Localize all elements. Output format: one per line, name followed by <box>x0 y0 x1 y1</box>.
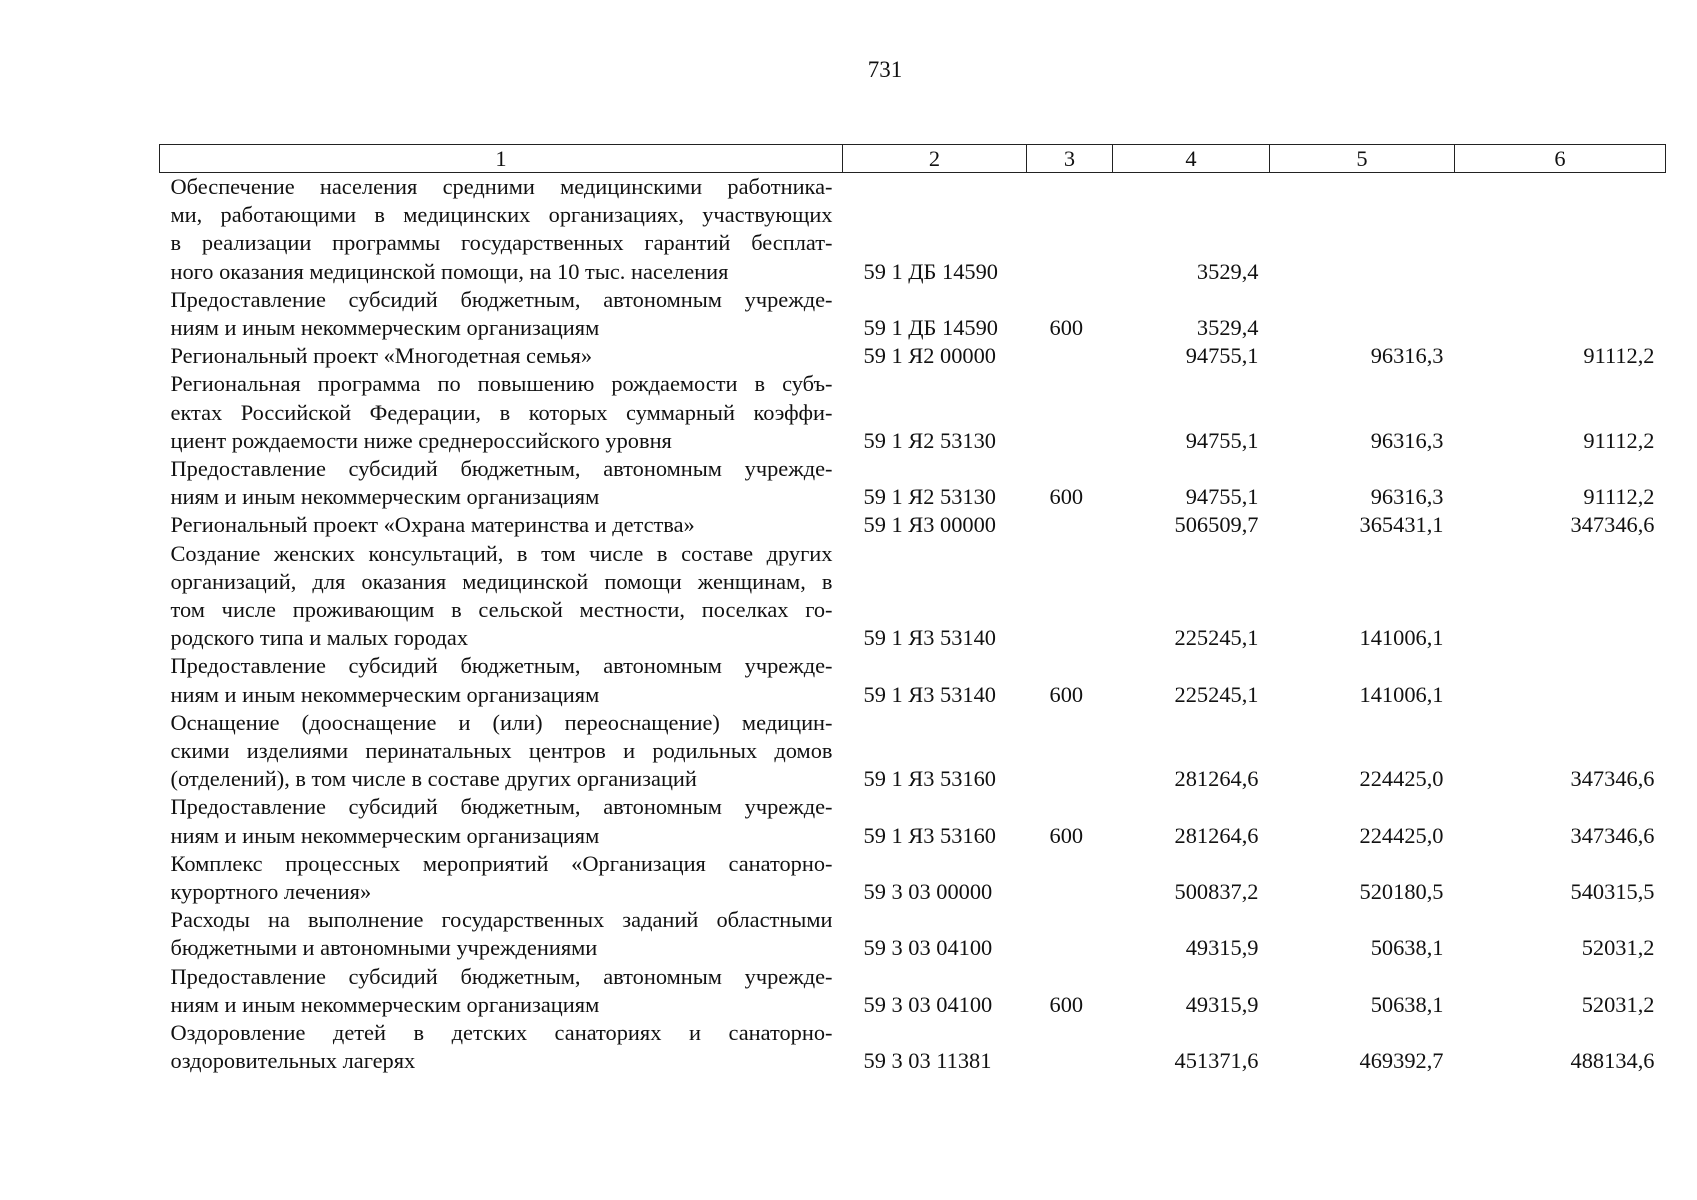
row-code: 59 1 Я2 53130 <box>863 484 996 510</box>
table-row <box>160 709 1666 794</box>
row-value-col5 <box>1270 286 1455 342</box>
row-value-col5: 50638,1 <box>1370 935 1444 961</box>
row-expense-type <box>1027 906 1113 962</box>
table-row <box>160 652 1666 708</box>
row-name-line: ниям и иным некоммерческим организациям <box>170 681 600 707</box>
row-name-line: Предоставление субсидий бюджетным, автономным учрежде- <box>170 794 833 820</box>
column-header-4: 4 <box>1113 145 1270 173</box>
row-expense-type <box>1027 342 1113 370</box>
table-row <box>160 342 1666 370</box>
row-name <box>160 793 843 849</box>
row-name-line: Создание женских консультаций, в том числе в составе других <box>170 540 833 566</box>
table-row <box>160 370 1666 455</box>
row-name-line: организаций, для оказания медицинской помощи женщинам, в <box>170 568 833 594</box>
row-name-line: ного оказания медицинской помощи, на 10 тыс. населения <box>170 258 729 284</box>
row-expense-type <box>1027 511 1113 539</box>
row-name-line: скими изделиями перинатальных центров и родильных домов <box>170 738 833 764</box>
row-name-line: Предоставление субсидий бюджетным, автономным учрежде- <box>170 286 833 312</box>
row-code: 59 1 Я3 53160 <box>863 822 996 848</box>
row-name-line: Предоставление субсидий бюджетным, автономным учрежде- <box>170 963 833 989</box>
row-value-col4: 94755,1 <box>1185 484 1259 510</box>
row-value-col4: 225245,1 <box>1174 625 1259 651</box>
table-body <box>160 173 1666 1076</box>
row-value-col4: 3529,4 <box>1196 315 1259 341</box>
row-code: 59 1 Я2 53130 <box>863 427 996 453</box>
row-code: 59 1 Я3 53160 <box>863 766 996 792</box>
row-value-col5: 224425,0 <box>1359 822 1444 848</box>
row-name <box>160 455 843 511</box>
row-name-line: циент рождаемости ниже среднероссийского уровня <box>170 427 672 453</box>
column-header-1: 1 <box>160 145 843 173</box>
row-name-line: Комплекс процессных мероприятий «Организация санаторно- <box>170 850 833 876</box>
row-name-line: курортного лечения» <box>170 879 372 905</box>
row-value-col5: 96316,3 <box>1370 343 1444 369</box>
row-code: 59 3 03 00000 <box>863 879 993 905</box>
row-code: 59 1 Я3 53140 <box>863 625 996 651</box>
page-number: 731 <box>867 57 903 82</box>
row-name-line: ниям и иным некоммерческим организациям <box>170 991 600 1017</box>
row-code: 59 1 Я3 53140 <box>863 681 996 707</box>
row-name-line: Региональная программа по повышению рождаемости в субъ- <box>170 371 833 397</box>
row-name <box>160 963 843 1019</box>
row-name <box>160 286 843 342</box>
row-name-line: бюджетными и автономными учреждениями <box>170 935 598 961</box>
row-expense-type: 600 <box>1049 991 1084 1017</box>
row-value-col6: 91112,2 <box>1583 484 1655 510</box>
row-value-col4: 94755,1 <box>1185 343 1259 369</box>
row-value-col6: 488134,6 <box>1570 1048 1655 1074</box>
column-header-6: 6 <box>1455 145 1666 173</box>
row-value-col6 <box>1455 173 1666 286</box>
row-value-col6: 540315,5 <box>1570 879 1655 905</box>
row-expense-type <box>1027 173 1113 286</box>
row-expense-type: 600 <box>1049 315 1084 341</box>
row-value-col6: 52031,2 <box>1581 935 1655 961</box>
row-expense-type: 600 <box>1049 681 1084 707</box>
row-code: 59 3 03 04100 <box>863 991 993 1017</box>
row-code: 59 3 03 11381 <box>863 1048 992 1074</box>
table-row <box>160 455 1666 511</box>
table-row <box>160 963 1666 1019</box>
row-name <box>160 370 843 455</box>
row-name-line: Региональный проект «Многодетная семья» <box>170 343 593 369</box>
table-row <box>160 540 1666 653</box>
row-name-line: ниям и иным некоммерческим организациям <box>170 315 600 341</box>
row-value-col4: 225245,1 <box>1174 681 1259 707</box>
row-value-col6: 91112,2 <box>1583 343 1655 369</box>
row-value-col5: 365431,1 <box>1359 512 1444 538</box>
row-value-col6 <box>1455 652 1666 708</box>
row-value-col4: 451371,6 <box>1174 1048 1259 1074</box>
row-value-col6: 52031,2 <box>1581 991 1655 1017</box>
row-name <box>160 511 843 539</box>
row-value-col4: 49315,9 <box>1185 935 1259 961</box>
row-value-col5: 520180,5 <box>1359 879 1444 905</box>
row-name-line: Оснащение (дооснащение и (или) переоснащение) медицин- <box>170 709 833 735</box>
row-name-line: Оздоровление детей в детских санаториях и санаторно- <box>170 1020 833 1046</box>
row-value-col6: 347346,6 <box>1570 822 1655 848</box>
row-code: 59 1 Я3 00000 <box>863 512 996 538</box>
row-value-col4: 94755,1 <box>1185 427 1259 453</box>
row-expense-type: 600 <box>1049 822 1084 848</box>
row-value-col5: 224425,0 <box>1359 766 1444 792</box>
row-name-line: ектах Российской Федерации, в которых суммарный коэффи- <box>170 399 833 425</box>
row-value-col4: 49315,9 <box>1185 991 1259 1017</box>
row-expense-type <box>1027 540 1113 653</box>
table-row <box>160 1019 1666 1075</box>
row-value-col5 <box>1270 173 1455 286</box>
row-name <box>160 850 843 906</box>
row-value-col6 <box>1455 540 1666 653</box>
row-code: 59 1 Я2 00000 <box>863 343 996 369</box>
column-header-5: 5 <box>1270 145 1455 173</box>
row-value-col5: 141006,1 <box>1359 681 1444 707</box>
row-expense-type <box>1027 850 1113 906</box>
row-value-col5: 96316,3 <box>1370 484 1444 510</box>
row-name <box>160 342 843 370</box>
row-name-line: Предоставление субсидий бюджетным, автономным учрежде- <box>170 456 833 482</box>
row-value-col6: 91112,2 <box>1583 427 1655 453</box>
row-name <box>160 1019 843 1075</box>
row-name-line: ми, работающими в медицинских организациях, участвующих <box>170 202 833 228</box>
table-header-row <box>160 145 1666 173</box>
row-code: 59 1 ДБ 14590 <box>863 258 998 284</box>
row-value-col5: 50638,1 <box>1370 991 1444 1017</box>
row-name <box>160 652 843 708</box>
row-name-line: Региональный проект «Охрана материнства и детства» <box>170 512 695 538</box>
row-name-line: Расходы на выполнение государственных заданий областными <box>170 907 833 933</box>
table-row <box>160 906 1666 962</box>
budget-table <box>159 144 1666 1076</box>
row-name <box>160 709 843 794</box>
row-value-col5: 141006,1 <box>1359 625 1444 651</box>
row-value-col5: 469392,7 <box>1359 1048 1444 1074</box>
row-expense-type <box>1027 370 1113 455</box>
table-row <box>160 286 1666 342</box>
table-row <box>160 793 1666 849</box>
row-value-col4: 281264,6 <box>1174 766 1259 792</box>
row-name-line: ниям и иным некоммерческим организациям <box>170 484 600 510</box>
row-expense-type <box>1027 1019 1113 1075</box>
row-name-line: родского типа и малых городах <box>170 625 469 651</box>
row-name-line: ниям и иным некоммерческим организациям <box>170 822 600 848</box>
row-name-line: в реализации программы государственных гарантий бесплат- <box>170 230 833 256</box>
row-name-line: оздоровительных лагерях <box>170 1048 416 1074</box>
row-name-line: том числе проживающим в сельской местности, поселках го- <box>170 597 833 623</box>
table-row <box>160 173 1666 286</box>
row-value-col4: 3529,4 <box>1196 258 1259 284</box>
row-value-col4: 506509,7 <box>1174 512 1259 538</box>
row-name-line: Предоставление субсидий бюджетным, автономным учрежде- <box>170 653 833 679</box>
row-name-line: (отделений), в том числе в составе других организаций <box>170 766 697 792</box>
row-value-col5: 96316,3 <box>1370 427 1444 453</box>
row-value-col4: 500837,2 <box>1174 879 1259 905</box>
row-value-col6 <box>1455 286 1666 342</box>
row-value-col6: 347346,6 <box>1570 512 1655 538</box>
table-row <box>160 511 1666 539</box>
row-value-col4: 281264,6 <box>1174 822 1259 848</box>
column-header-3: 3 <box>1027 145 1113 173</box>
row-name <box>160 906 843 962</box>
row-code: 59 3 03 04100 <box>863 935 993 961</box>
row-name <box>160 173 843 286</box>
column-header-2: 2 <box>843 145 1027 173</box>
row-name-line: Обеспечение населения средними медицинскими работника- <box>170 174 833 199</box>
row-name <box>160 540 843 653</box>
row-expense-type <box>1027 709 1113 794</box>
row-value-col6: 347346,6 <box>1570 766 1655 792</box>
row-code: 59 1 ДБ 14590 <box>863 315 998 341</box>
row-expense-type: 600 <box>1049 484 1084 510</box>
table-row <box>160 850 1666 906</box>
